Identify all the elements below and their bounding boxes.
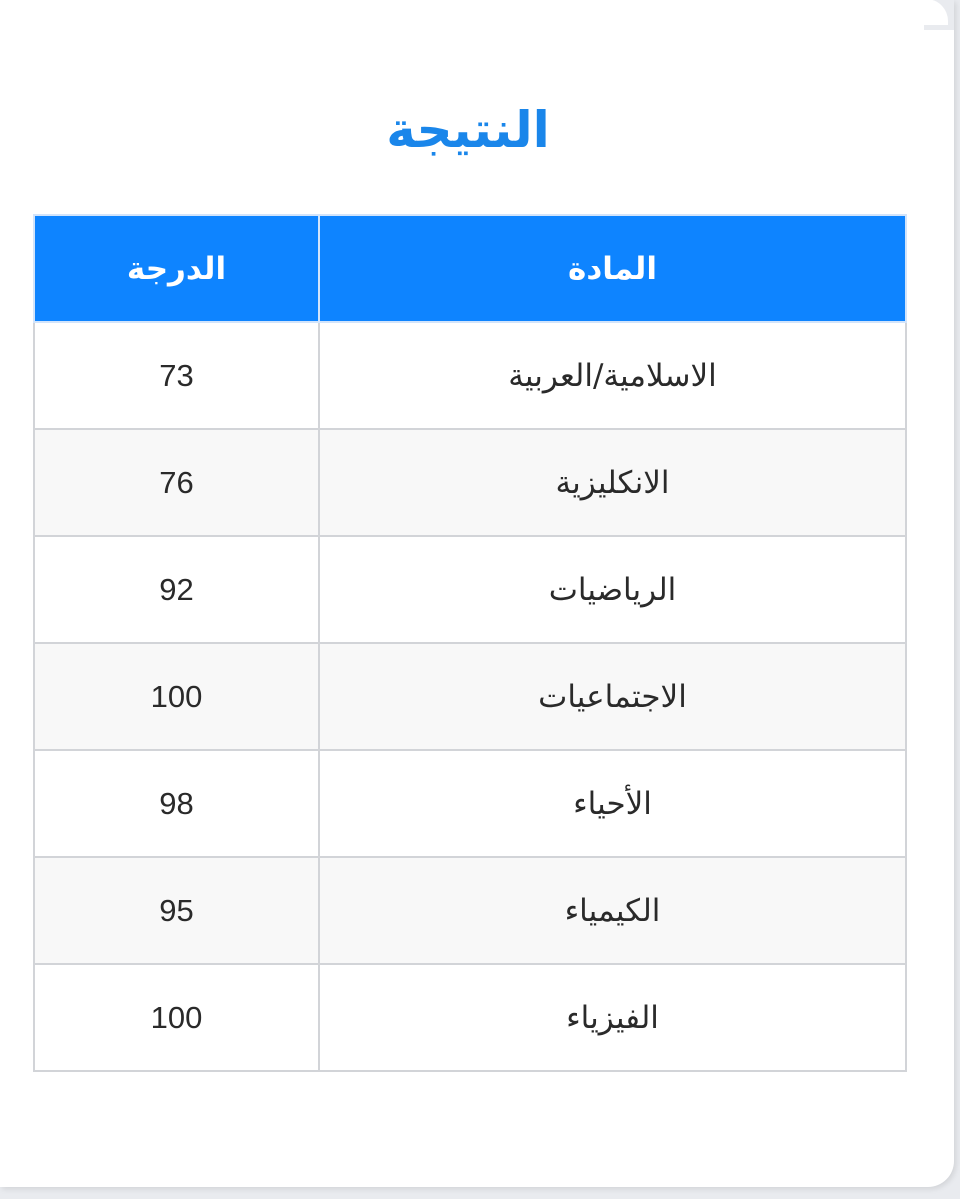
grade-cell: 73: [34, 322, 319, 429]
subject-cell: الفيزياء: [319, 964, 906, 1071]
table-row: [34, 536, 906, 643]
grade-cell: 100: [34, 643, 319, 750]
table-row: [34, 857, 906, 964]
table-row: [34, 964, 906, 1071]
table-row: [34, 429, 906, 536]
grade-cell: 98: [34, 750, 319, 857]
table-row: [34, 643, 906, 750]
page-title: النتيجة: [386, 101, 550, 159]
grade-cell: 76: [34, 429, 319, 536]
subject-cell: الأحياء: [319, 750, 906, 857]
grade-cell: 100: [34, 964, 319, 1071]
column-header-subject: المادة: [319, 215, 906, 322]
column-header-grade: الدرجة: [34, 215, 319, 322]
grade-cell: 92: [34, 536, 319, 643]
table-row: [34, 322, 906, 429]
grade-cell: 95: [34, 857, 319, 964]
subject-cell: الكيمياء: [319, 857, 906, 964]
subject-cell: الاسلامية/العربية: [319, 322, 906, 429]
subject-cell: الانكليزية: [319, 429, 906, 536]
table-row: [34, 750, 906, 857]
subject-cell: الرياضيات: [319, 536, 906, 643]
results-table: [33, 214, 907, 1072]
table-header-row: [34, 215, 906, 322]
subject-cell: الاجتماعيات: [319, 643, 906, 750]
